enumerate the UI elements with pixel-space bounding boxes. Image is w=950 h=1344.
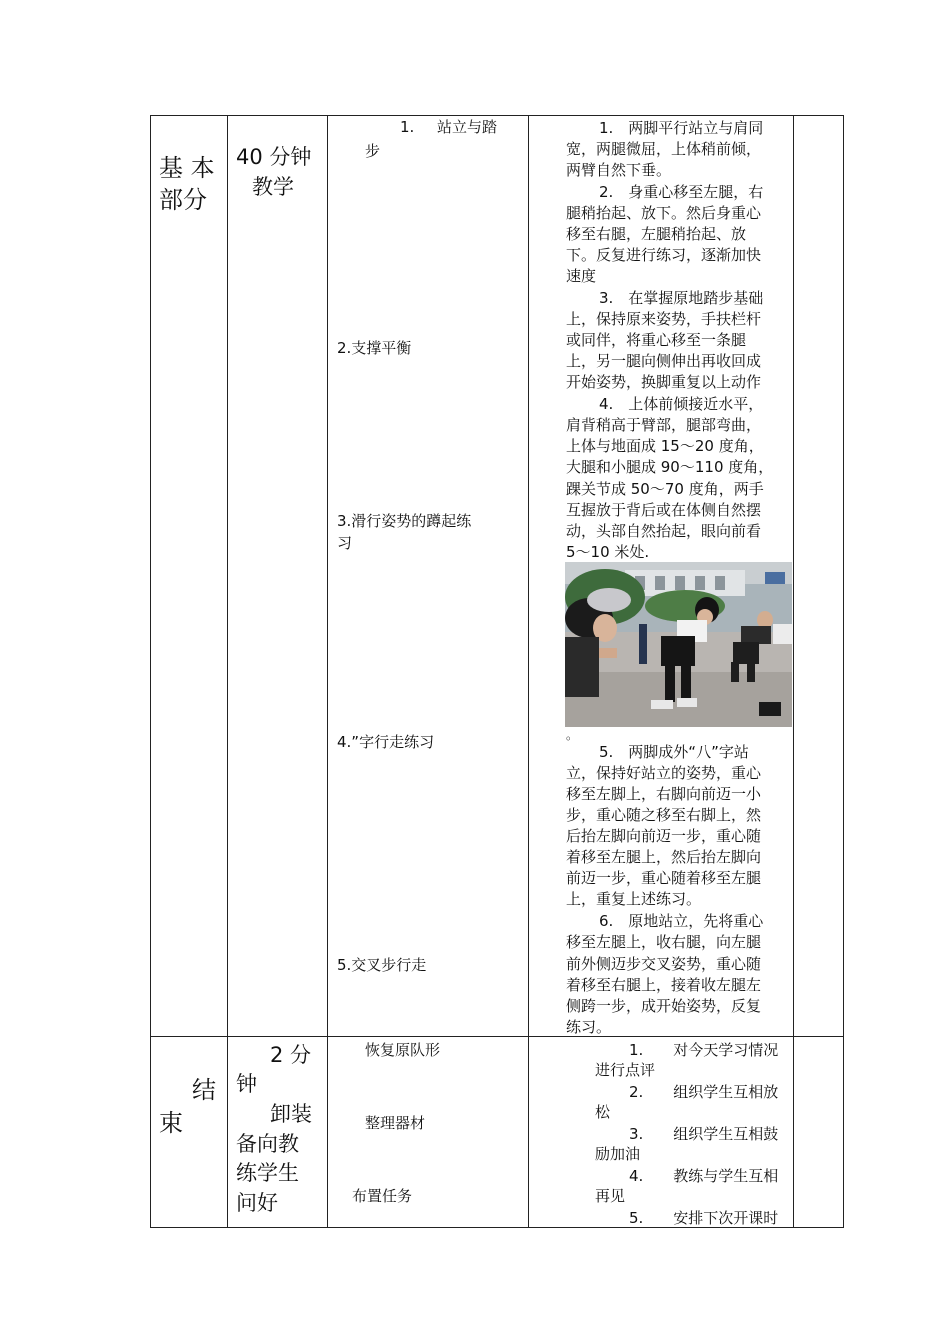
- time-label: 卸装: [270, 1102, 312, 1126]
- method-text: 2. 组织学生互相放: [629, 1083, 779, 1101]
- column-divider: [327, 115, 328, 1228]
- table-row-divider: [150, 1036, 844, 1037]
- method-text: 励加油: [595, 1145, 641, 1163]
- section-label: 束: [159, 1109, 183, 1137]
- table-right-border: [843, 115, 844, 1228]
- method-text: 松: [595, 1103, 611, 1121]
- method-text: 步，重心随之移至右脚上，然: [566, 806, 762, 824]
- method-text: 腿稍抬起、放下。然后身重心: [566, 204, 762, 222]
- method-text: 宽，两腿微屈，上体稍前倾，: [566, 140, 762, 158]
- method-text: 5. 安排下次开课时: [629, 1209, 779, 1227]
- section-label: 部分: [159, 186, 207, 214]
- time-label: 钟: [236, 1072, 257, 1096]
- method-text: 1. 对今天学习情况: [629, 1041, 779, 1059]
- method-text: 。: [566, 728, 579, 742]
- section-label: 结: [192, 1076, 216, 1104]
- column-divider: [793, 115, 794, 1228]
- method-text: 上体与地面成 15～20 度角，: [566, 437, 764, 455]
- content-item: 站立与踏: [437, 118, 498, 136]
- table-left-border: [150, 115, 151, 1228]
- method-text: 3. 在掌握原地踏步基础: [599, 289, 764, 307]
- method-text: 上，另一腿向侧伸出再收回成: [566, 352, 762, 370]
- method-text: 练习。: [566, 1018, 612, 1036]
- method-text: 或同伴，将重心移至一条腿: [566, 331, 747, 349]
- method-text: 开始姿势，换脚重复以上动作: [566, 373, 762, 391]
- table-top-border: [150, 115, 844, 116]
- time-label: 40 分钟: [236, 145, 312, 169]
- time-label: 练学生: [236, 1161, 299, 1185]
- method-text: 再见: [595, 1187, 626, 1205]
- method-text: 动，头部自然抬起，眼向前看: [566, 522, 762, 540]
- method-text: 立，保持好站立的姿势，重心: [566, 764, 762, 782]
- content-item-number: 1.: [400, 118, 415, 136]
- method-text: 移至左腿上，收右腿，向左腿: [566, 933, 762, 951]
- method-text: 4. 上体前倾接近水平，: [599, 395, 764, 413]
- method-text: 上，保持原来姿势，手扶栏杆: [566, 310, 762, 328]
- method-text: 下。反复进行练习，逐渐加快: [566, 246, 762, 264]
- method-text: 上，重复上述练习。: [566, 890, 702, 908]
- method-text: 着移至右腿上，接着收左腿左: [566, 976, 762, 994]
- method-text: 2. 身重心移至左腿，右: [599, 183, 764, 201]
- content-item: 2.支撑平衡: [337, 339, 412, 357]
- method-text: 速度: [566, 267, 597, 285]
- method-text: 移至左脚上，右脚向前迈一小: [566, 785, 762, 803]
- method-text: 两臂自然下垂。: [566, 161, 672, 179]
- time-label: 问好: [236, 1191, 278, 1215]
- content-item: 5.交叉步行走: [337, 956, 427, 974]
- method-text: 前迈一步，重心随着移至左腿: [566, 869, 762, 887]
- method-text: 大腿和小腿成 90～110 度角，: [566, 458, 774, 476]
- method-text: 后抬左脚向前迈一步，重心随: [566, 827, 762, 845]
- content-item: 3.滑行姿势的蹲起练: [337, 512, 472, 530]
- method-text: 肩背稍高于臂部，腿部弯曲，: [566, 416, 762, 434]
- method-text: 3. 组织学生互相鼓: [629, 1125, 779, 1143]
- content-item: 布置任务: [352, 1187, 413, 1205]
- time-label: 教学: [252, 175, 294, 199]
- time-label: 备向教: [236, 1132, 299, 1156]
- method-text: 前外侧迈步交叉姿势，重心随: [566, 955, 762, 973]
- method-text: 互握放于背后或在体侧自然摆: [566, 501, 762, 519]
- content-item: 整理器材: [365, 1114, 426, 1132]
- column-divider: [528, 115, 529, 1228]
- column-divider: [227, 115, 228, 1228]
- content-item: 恢复原队形: [365, 1041, 441, 1059]
- method-text: 进行点评: [595, 1061, 656, 1079]
- content-item: 步: [365, 142, 381, 160]
- content-item: 4.”字行走练习: [337, 733, 435, 751]
- squat-practice-photo: [565, 562, 792, 727]
- method-text: 6. 原地站立，先将重心: [599, 912, 764, 930]
- method-text: 4. 教练与学生互相: [629, 1167, 779, 1185]
- method-text: 踝关节成 50～70 度角，两手: [566, 480, 764, 498]
- content-item: 习: [337, 534, 353, 552]
- method-text: 移至右腿，左腿稍抬起、放: [566, 225, 747, 243]
- time-label: 2 分: [270, 1043, 312, 1067]
- method-text: 5. 两脚成外“八”字站: [599, 743, 749, 761]
- method-text: 5～10 米处.: [566, 543, 650, 561]
- method-text: 着移至左腿上，然后抬左脚向: [566, 848, 762, 866]
- method-text: 1. 两脚平行站立与肩同: [599, 119, 764, 137]
- section-label: 基 本: [159, 154, 215, 182]
- method-text: 侧跨一步，成开始姿势，反复: [566, 997, 762, 1015]
